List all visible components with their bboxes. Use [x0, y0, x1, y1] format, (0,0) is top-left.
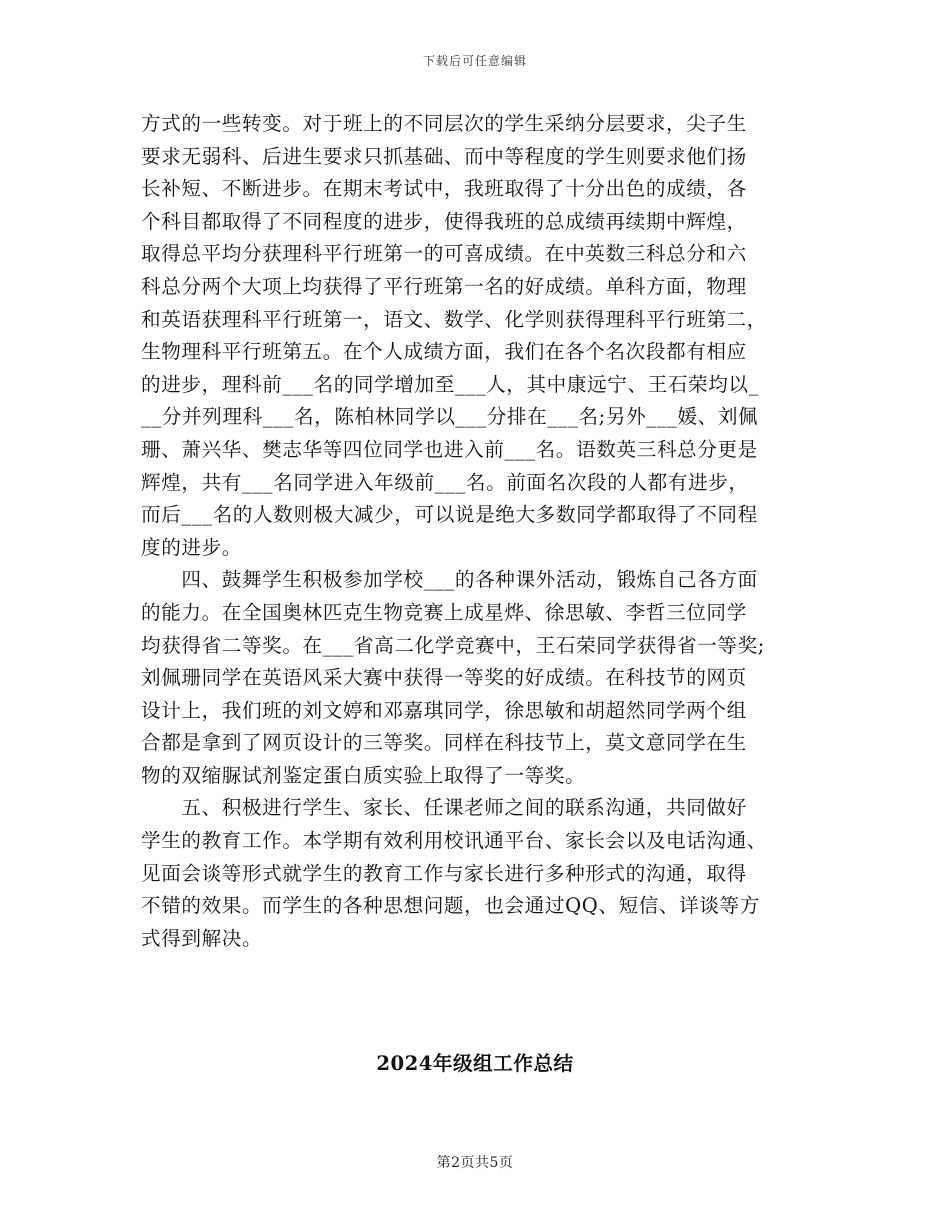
text-line: 见面会谈等形式就学生的教育工作与家长进行多种形式的沟通，取得	[141, 861, 747, 885]
text-line: 不错的效果。而学生的各种思想问题，也会通过QQ、短信、详谈等方	[141, 894, 760, 918]
text-line: 合都是拿到了网页设计的三等奖。同样在科技节上，莫文意同学在生	[141, 731, 747, 755]
text-line: 的能力。在全国奥林匹克生物竞赛上成星烨、徐思敏、李哲三位同学	[141, 600, 747, 624]
text-line: 取得总平均分获理科平行班第一的可喜成绩。在中英数三科总分和六	[141, 242, 747, 266]
document-body	[141, 108, 813, 955]
text-line: 科总分两个大项上均获得了平行班第一名的好成绩。单科方面，物理	[141, 274, 747, 298]
text-line: 个科目都取得了不同程度的进步，使得我班的总成绩再续期中辉煌，	[141, 209, 747, 233]
text-line: 而后___名的人数则极大减少，可以说是绝大多数同学都取得了不同程	[141, 503, 758, 527]
section-title: 2024年级组工作总结	[376, 1052, 574, 1075]
text-line: 辉煌，共有___名同学进入年级前___名。前面名次段的人都有进步，	[141, 470, 749, 494]
text-line: 学生的教育工作。本学期有效利用校讯通平台、家长会以及电话沟通、	[141, 829, 768, 853]
page-footer: 第2页共5页	[436, 1155, 514, 1171]
text-line: 长补短、不断进步。在期末考试中，我班取得了十分出色的成绩，各	[141, 177, 747, 201]
text-line: 设计上，我们班的刘文婷和邓嘉琪同学，徐思敏和胡超然同学两个组	[141, 698, 747, 722]
text-line: 刘佩珊同学在英语风采大赛中获得一等奖的好成绩。在科技节的网页	[141, 666, 747, 690]
text-line: 均获得省二等奖。在___省高二化学竞赛中，王石荣同学获得省一等奖;	[141, 633, 766, 657]
text-line: 度的进步。	[141, 535, 242, 559]
header-note: 下载后可任意编辑	[422, 54, 527, 68]
text-line: 四、鼓舞学生积极参加学校___的各种课外活动，锻炼自己各方面	[141, 568, 758, 592]
text-line: 式得到解决。	[141, 926, 263, 950]
text-line: __分并列理科___名，陈柏林同学以___分排在___名;另外___媛、刘佩	[141, 405, 759, 429]
text-line: 的进步，理科前___名的同学增加至___人，其中康远宁、王石荣均以_	[141, 372, 760, 396]
text-line: 和英语获理科平行班第一，语文、数学、化学则获得理科平行班第二，	[141, 307, 768, 331]
text-line: 方式的一些转变。对于班上的不同层次的学生采纳分层要求，尖子生	[141, 112, 747, 135]
text-line: 五、积极进行学生、家长、任课老师之间的联系沟通，共同做好	[141, 796, 747, 820]
text-line: 珊、萧兴华、樊志华等四位同学也进入前___名。语数英三科总分更是	[141, 437, 758, 461]
text-line: 生物理科平行班第五。在个人成绩方面，我们在各个名次段都有相应	[141, 340, 747, 364]
text-line: 要求无弱科、后进生要求只抓基础、而中等程度的学生则要求他们扬	[141, 144, 747, 168]
text-line: 物的双缩脲试剂鉴定蛋白质实验上取得了一等奖。	[141, 763, 586, 787]
